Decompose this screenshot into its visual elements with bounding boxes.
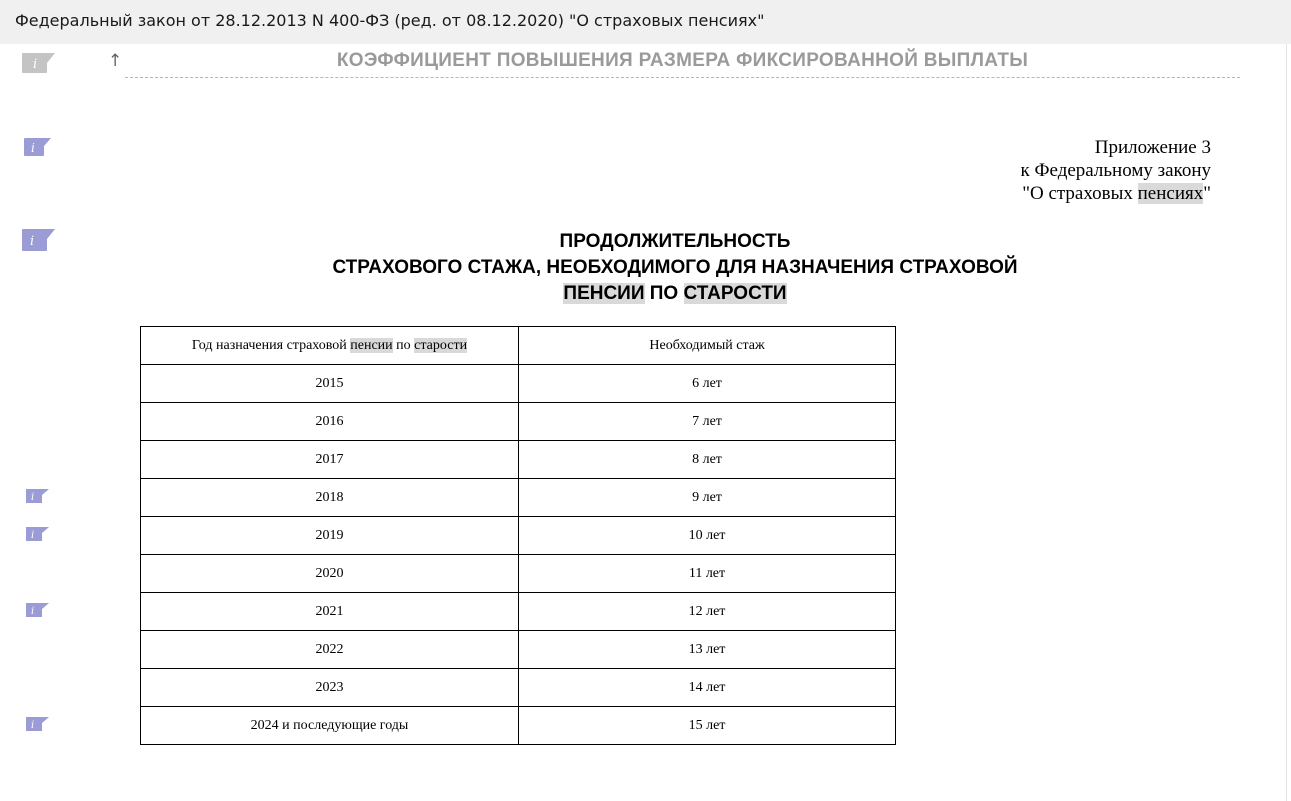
table-row — [141, 707, 896, 745]
year-cell: 2022 — [141, 631, 519, 669]
svg-text:i: i — [30, 234, 35, 249]
document-title: Федеральный закон от 28.12.2013 N 400-ФЗ (ред. от 08.12.2020) "О страховых пенсиях" — [15, 11, 765, 30]
table-row — [141, 669, 896, 707]
info-icon[interactable] — [25, 716, 49, 732]
appendix-line: Приложение 3 — [1094, 137, 1211, 158]
header-text: Год назначения страховой — [191, 337, 351, 353]
year-cell: 2016 — [141, 403, 519, 441]
svg-text:i: i — [31, 530, 35, 541]
up-arrow-icon[interactable]: ↑ — [108, 51, 123, 71]
search-highlight: ПЕНСИИ — [563, 283, 645, 304]
year-cell: 2017 — [141, 441, 519, 479]
table-row — [141, 517, 896, 555]
table-row — [141, 403, 896, 441]
column-header-year — [141, 327, 519, 365]
stazh-cell: 6 лет — [519, 365, 896, 403]
column-header-stazh: Необходимый стаж — [519, 327, 896, 365]
document-heading — [0, 229, 1291, 307]
insurance-record-table — [140, 326, 896, 745]
search-highlight: СТАРОСТИ — [683, 283, 787, 304]
svg-text:i: i — [33, 57, 38, 72]
appendix-text: " — [1203, 183, 1211, 204]
header-text: по — [392, 337, 415, 353]
svg-text:i: i — [31, 141, 35, 155]
heading-line: СТРАХОВОГО СТАЖА, НЕОБХОДИМОГО ДЛЯ НАЗНАЧЕНИЯ СТРАХОВОЙ — [332, 257, 1018, 278]
section-heading: КОЭФФИЦИЕНТ ПОВЫШЕНИЯ РАЗМЕРА ФИКСИРОВАННОЙ ВЫПЛАТЫ — [125, 50, 1240, 78]
year-cell: 2021 — [141, 593, 519, 631]
table-row — [141, 441, 896, 479]
scrollbar-track[interactable] — [1286, 44, 1287, 801]
table-row — [141, 479, 896, 517]
heading-text: ПО — [644, 283, 684, 304]
heading-line — [0, 281, 1291, 307]
year-cell: 2018 — [141, 479, 519, 517]
table-row — [141, 365, 896, 403]
svg-text:i: i — [31, 720, 35, 731]
stazh-cell: 9 лет — [519, 479, 896, 517]
info-icon[interactable] — [25, 488, 49, 504]
info-icon[interactable] — [23, 137, 51, 157]
appendix-reference — [1021, 136, 1211, 205]
table-header-row — [141, 327, 896, 365]
year-cell: 2024 и последующие годы — [141, 707, 519, 745]
table-row — [141, 555, 896, 593]
svg-text:i: i — [31, 492, 35, 503]
heading-line: ПРОДОЛЖИТЕЛЬНОСТЬ — [559, 231, 791, 252]
stazh-cell: 8 лет — [519, 441, 896, 479]
table-row — [141, 631, 896, 669]
year-cell: 2019 — [141, 517, 519, 555]
stazh-cell: 13 лет — [519, 631, 896, 669]
info-icon[interactable] — [25, 526, 49, 542]
stazh-cell: 15 лет — [519, 707, 896, 745]
svg-text:i: i — [31, 606, 35, 617]
info-icon[interactable] — [25, 602, 49, 618]
stazh-cell: 12 лет — [519, 593, 896, 631]
appendix-text: "О страховых — [1022, 183, 1138, 204]
appendix-line: к Федеральному закону — [1020, 160, 1211, 181]
info-icon[interactable] — [21, 52, 55, 74]
stazh-cell: 14 лет — [519, 669, 896, 707]
year-cell: 2020 — [141, 555, 519, 593]
stazh-cell: 10 лет — [519, 517, 896, 555]
year-cell: 2023 — [141, 669, 519, 707]
appendix-line — [1021, 182, 1211, 205]
stazh-cell: 11 лет — [519, 555, 896, 593]
year-cell: 2015 — [141, 365, 519, 403]
stazh-cell: 7 лет — [519, 403, 896, 441]
table-row — [141, 593, 896, 631]
search-highlight: старости — [414, 337, 468, 353]
document-header-bar — [0, 0, 1291, 44]
search-highlight: пенсиях — [1137, 183, 1204, 204]
search-highlight: пенсии — [350, 337, 393, 353]
